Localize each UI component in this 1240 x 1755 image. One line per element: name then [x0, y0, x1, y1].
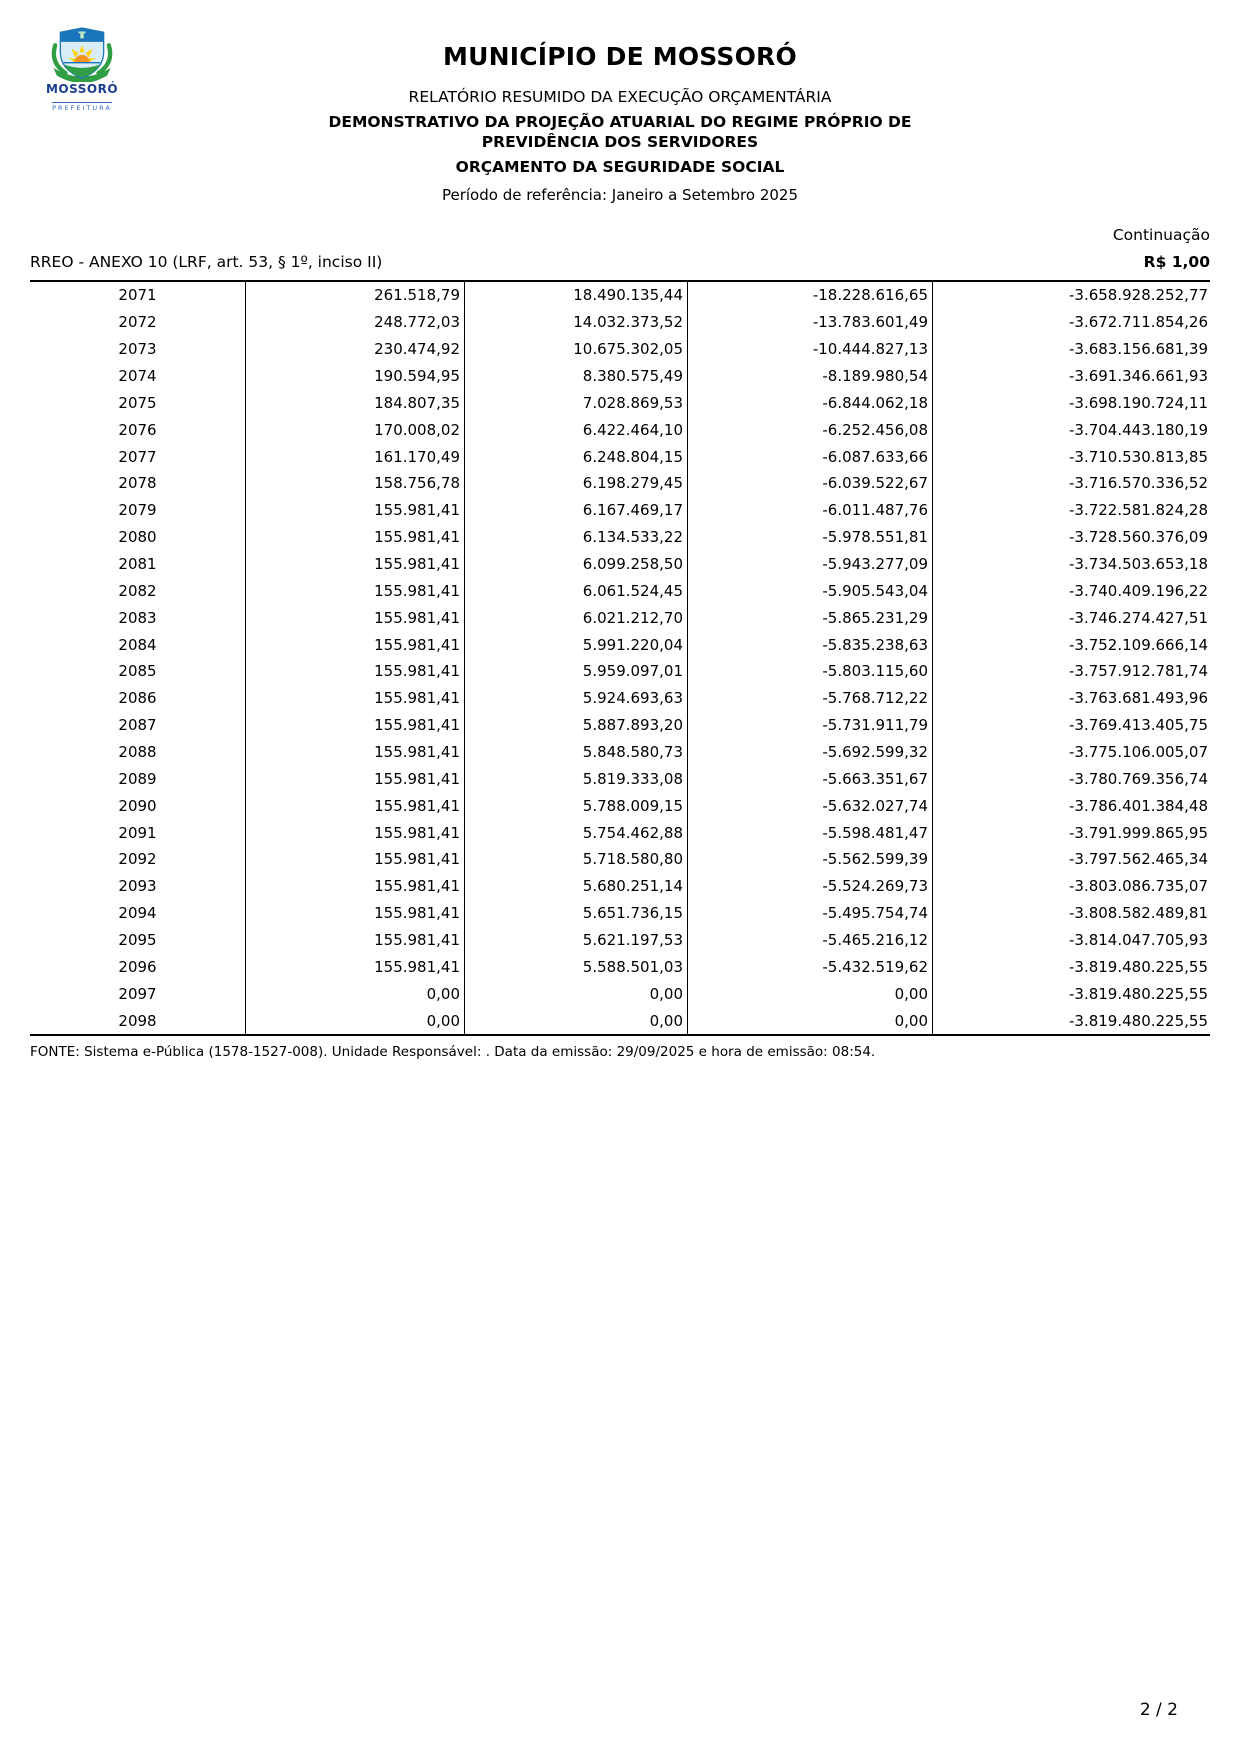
table-row [30, 765, 1210, 792]
value-cell: -5.731.911,79 [688, 712, 933, 739]
value-cell: 158.756,78 [246, 470, 465, 497]
value-cell: -5.598.481,47 [688, 819, 933, 846]
value-cell: 155.981,41 [246, 712, 465, 739]
logo-subtitle: PREFEITURA [52, 104, 112, 112]
actuarial-projection-table [30, 280, 1210, 1036]
value-cell: -3.808.582.489,81 [1068, 904, 1208, 923]
reference-period: Período de referência: Janeiro a Setembro 2025 [441, 186, 799, 204]
value-cell: 5.588.501,03 [465, 953, 688, 980]
year-cell: 2096 [30, 953, 246, 980]
value-cell: -3.722.581.824,28 [1068, 501, 1208, 520]
value-cell: 0,00 [688, 980, 933, 1007]
value-cell: -3.775.106.005,07 [1068, 743, 1208, 762]
table-row [30, 927, 1210, 954]
value-cell: 6.061.524,45 [465, 577, 688, 604]
value-cell: 155.981,41 [246, 765, 465, 792]
year-cell: 2075 [30, 389, 246, 416]
value-cell: -3.728.560.376,09 [1068, 528, 1208, 547]
value-cell: 155.981,41 [246, 819, 465, 846]
year-cell: 2098 [30, 1007, 246, 1034]
year-cell: 2085 [30, 658, 246, 685]
continuation-label: Continuação [1112, 226, 1210, 244]
value-cell: -5.465.216,12 [688, 927, 933, 954]
value-cell: -5.524.269,73 [688, 873, 933, 900]
value-cell: -3.819.480.225,55 [1068, 984, 1208, 1003]
table-row [30, 363, 1210, 390]
table-row [30, 819, 1210, 846]
page-indicator: 2 / 2 [1139, 1700, 1178, 1720]
value-cell: 155.981,41 [246, 577, 465, 604]
value-cell: 5.924.693,63 [465, 685, 688, 712]
table-row [30, 309, 1210, 336]
value-cell: 0,00 [246, 980, 465, 1007]
table-row [30, 1007, 1210, 1034]
currency-unit-label: R$ 1,00 [1143, 253, 1210, 271]
value-cell: -5.562.599,39 [688, 846, 933, 873]
value-cell: 155.981,41 [246, 604, 465, 631]
year-cell: 2076 [30, 416, 246, 443]
table-row [30, 631, 1210, 658]
year-cell: 2074 [30, 363, 246, 390]
value-cell: -5.978.551,81 [688, 524, 933, 551]
table-row [30, 980, 1210, 1007]
value-cell: 5.718.580,80 [465, 846, 688, 873]
source-note: FONTE: Sistema e-Pública (1578-1527-008). Unidade Responsável: . Data da emissão: 29/09/2025 e hora de emissão: 08:54. [30, 1044, 876, 1060]
value-cell: -5.632.027,74 [688, 792, 933, 819]
value-cell: 170.008,02 [246, 416, 465, 443]
table-row [30, 658, 1210, 685]
value-cell: 155.981,41 [246, 739, 465, 766]
value-cell: 155.981,41 [246, 846, 465, 873]
year-cell: 2071 [30, 282, 246, 309]
statement-title-line2: PREVIDÊNCIA DOS SERVIDORES [481, 133, 759, 151]
value-cell: -3.710.530.813,85 [1068, 447, 1208, 466]
value-cell: 155.981,41 [246, 873, 465, 900]
value-cell: 14.032.373,52 [465, 309, 688, 336]
value-cell: -3.803.086.735,07 [1068, 877, 1208, 896]
value-cell: 8.380.575,49 [465, 363, 688, 390]
value-cell: 155.981,41 [246, 792, 465, 819]
value-cell: 0,00 [688, 1007, 933, 1034]
value-cell: 5.848.580,73 [465, 739, 688, 766]
value-cell: -3.658.928.252,77 [1068, 286, 1208, 305]
value-cell: 6.021.212,70 [465, 604, 688, 631]
value-cell: -3.734.503.653,18 [1068, 555, 1208, 574]
year-cell: 2081 [30, 551, 246, 578]
table-row [30, 416, 1210, 443]
value-cell: 6.198.279,45 [465, 470, 688, 497]
annex-label: RREO - ANEXO 10 (LRF, art. 53, § 1º, inciso II) [30, 253, 383, 271]
value-cell: -3.746.274.427,51 [1068, 608, 1208, 627]
value-cell: -5.865.231,29 [688, 604, 933, 631]
year-cell: 2089 [30, 765, 246, 792]
table-row [30, 443, 1210, 470]
value-cell: -5.663.351,67 [688, 765, 933, 792]
value-cell: -18.228.616,65 [688, 282, 933, 309]
value-cell: 7.028.869,53 [465, 389, 688, 416]
year-cell: 2093 [30, 873, 246, 900]
value-cell: -3.780.769.356,74 [1068, 769, 1208, 788]
year-cell: 2086 [30, 685, 246, 712]
value-cell: -5.495.754,74 [688, 900, 933, 927]
value-cell: -5.692.599,32 [688, 739, 933, 766]
value-cell: -6.011.487,76 [688, 497, 933, 524]
value-cell: 155.981,41 [246, 497, 465, 524]
budget-title: ORÇAMENTO DA SEGURIDADE SOCIAL [455, 158, 785, 176]
value-cell: -13.783.601,49 [688, 309, 933, 336]
table-row [30, 712, 1210, 739]
value-cell: 5.754.462,88 [465, 819, 688, 846]
value-cell: -3.819.480.225,55 [1068, 1011, 1208, 1030]
value-cell: -5.803.115,60 [688, 658, 933, 685]
year-cell: 2079 [30, 497, 246, 524]
year-cell: 2092 [30, 846, 246, 873]
value-cell: -3.769.413.405,75 [1068, 716, 1208, 735]
table-row [30, 604, 1210, 631]
value-cell: -3.698.190.724,11 [1068, 393, 1208, 412]
value-cell: 184.807,35 [246, 389, 465, 416]
table-row [30, 470, 1210, 497]
value-cell: -3.757.912.781,74 [1068, 662, 1208, 681]
year-cell: 2087 [30, 712, 246, 739]
value-cell: 155.981,41 [246, 900, 465, 927]
table-row [30, 524, 1210, 551]
value-cell: -3.763.681.493,96 [1068, 689, 1208, 708]
value-cell: -3.752.109.666,14 [1068, 635, 1208, 654]
value-cell: 5.819.333,08 [465, 765, 688, 792]
table-row [30, 873, 1210, 900]
value-cell: -8.189.980,54 [688, 363, 933, 390]
value-cell: 18.490.135,44 [465, 282, 688, 309]
value-cell: 5.887.893,20 [465, 712, 688, 739]
table-row [30, 792, 1210, 819]
value-cell: -3.786.401.384,48 [1068, 796, 1208, 815]
value-cell: -6.039.522,67 [688, 470, 933, 497]
value-cell: -3.814.047.705,93 [1068, 931, 1208, 950]
year-cell: 2084 [30, 631, 246, 658]
value-cell: -6.252.456,08 [688, 416, 933, 443]
table-row [30, 577, 1210, 604]
table-row [30, 389, 1210, 416]
value-cell: -3.791.999.865,95 [1068, 823, 1208, 842]
value-cell: 5.991.220,04 [465, 631, 688, 658]
value-cell: 6.167.469,17 [465, 497, 688, 524]
value-cell: 190.594,95 [246, 363, 465, 390]
value-cell: 5.788.009,15 [465, 792, 688, 819]
value-cell: 5.651.736,15 [465, 900, 688, 927]
year-cell: 2082 [30, 577, 246, 604]
statement-title [0, 112, 1240, 152]
value-cell: 248.772,03 [246, 309, 465, 336]
value-cell: -5.835.238,63 [688, 631, 933, 658]
year-cell: 2094 [30, 900, 246, 927]
value-cell: -10.444.827,13 [688, 336, 933, 363]
value-cell: 155.981,41 [246, 631, 465, 658]
value-cell: 0,00 [465, 1007, 688, 1034]
year-cell: 2088 [30, 739, 246, 766]
annex-row [30, 253, 1210, 271]
value-cell: -6.087.633,66 [688, 443, 933, 470]
value-cell: 261.518,79 [246, 282, 465, 309]
statement-title-line1: DEMONSTRATIVO DA PROJEÇÃO ATUARIAL DO REGIME PRÓPRIO DE [328, 113, 912, 131]
table-row [30, 497, 1210, 524]
value-cell: -5.943.277,09 [688, 551, 933, 578]
year-cell: 2083 [30, 604, 246, 631]
value-cell: 155.981,41 [246, 953, 465, 980]
value-cell: -3.683.156.681,39 [1068, 340, 1208, 359]
value-cell: -3.740.409.196,22 [1068, 581, 1208, 600]
value-cell: -3.716.570.336,52 [1068, 474, 1208, 493]
municipality-title: MUNICÍPIO DE MOSSORÓ [443, 42, 797, 71]
value-cell: -3.704.443.180,19 [1068, 420, 1208, 439]
value-cell: -3.691.346.661,93 [1068, 367, 1208, 385]
year-cell: 2091 [30, 819, 246, 846]
table-row [30, 846, 1210, 873]
table-row [30, 282, 1210, 309]
table-row [30, 551, 1210, 578]
value-cell: 230.474,92 [246, 336, 465, 363]
value-cell: -3.819.480.225,55 [1068, 957, 1208, 976]
value-cell: 155.981,41 [246, 685, 465, 712]
year-cell: 2080 [30, 524, 246, 551]
value-cell: 6.248.804,15 [465, 443, 688, 470]
year-cell: 2072 [30, 309, 246, 336]
table-row [30, 953, 1210, 980]
table-row [30, 739, 1210, 766]
value-cell: 155.981,41 [246, 551, 465, 578]
year-cell: 2090 [30, 792, 246, 819]
value-cell: 5.959.097,01 [465, 658, 688, 685]
value-cell: -6.844.062,18 [688, 389, 933, 416]
value-cell: 6.134.533,22 [465, 524, 688, 551]
value-cell: 6.099.258,50 [465, 551, 688, 578]
value-cell: 10.675.302,05 [465, 336, 688, 363]
table-row [30, 336, 1210, 363]
value-cell: -5.432.519,62 [688, 953, 933, 980]
value-cell: 155.981,41 [246, 524, 465, 551]
logo-name: MOSSORÓ [45, 82, 119, 96]
value-cell: 155.981,41 [246, 658, 465, 685]
value-cell: 0,00 [465, 980, 688, 1007]
value-cell: 161.170,49 [246, 443, 465, 470]
year-cell: 2078 [30, 470, 246, 497]
report-title: RELATÓRIO RESUMIDO DA EXECUÇÃO ORÇAMENTÁRIA [408, 88, 832, 106]
value-cell: -3.672.711.854,26 [1068, 313, 1208, 332]
value-cell: 5.680.251,14 [465, 873, 688, 900]
value-cell: 6.422.464,10 [465, 416, 688, 443]
year-cell: 2077 [30, 443, 246, 470]
value-cell: -3.797.562.465,34 [1068, 850, 1208, 869]
value-cell: 155.981,41 [246, 927, 465, 954]
year-cell: 2095 [30, 927, 246, 954]
table-row [30, 900, 1210, 927]
value-cell: 0,00 [246, 1007, 465, 1034]
table-row [30, 685, 1210, 712]
value-cell: 5.621.197,53 [465, 927, 688, 954]
year-cell: 2073 [30, 336, 246, 363]
value-cell: -5.905.543,04 [688, 577, 933, 604]
year-cell: 2097 [30, 980, 246, 1007]
value-cell: -5.768.712,22 [688, 685, 933, 712]
